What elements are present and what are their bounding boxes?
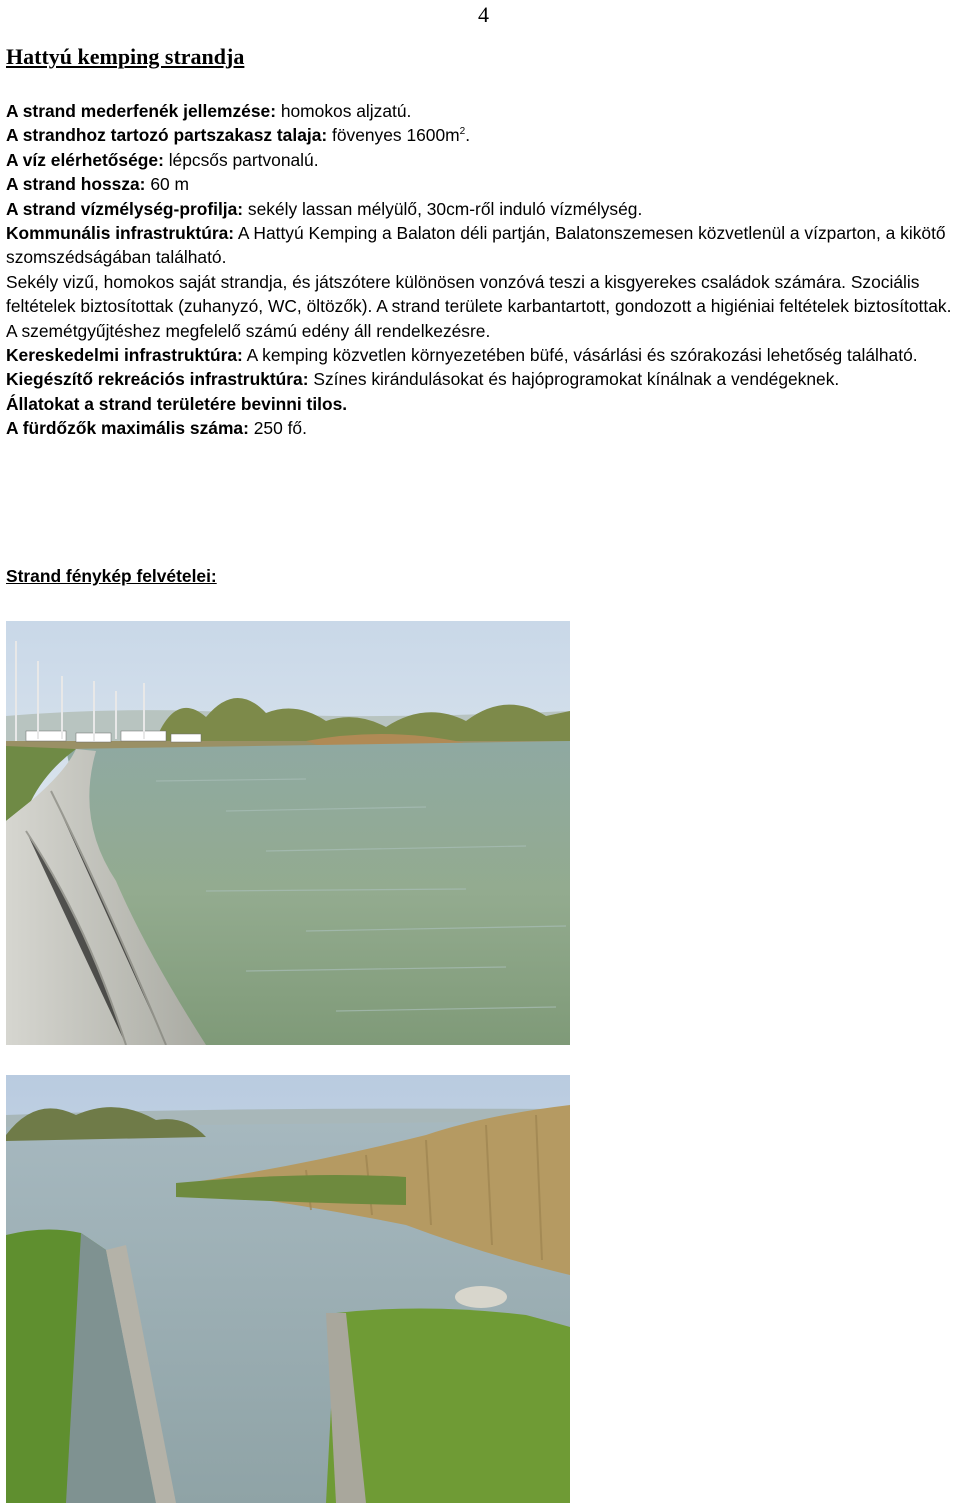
line-text: fövenyes 1600m bbox=[327, 125, 460, 146]
description-line bbox=[6, 416, 958, 440]
line-label: Kiegészítő rekreációs infrastruktúra: bbox=[6, 369, 309, 390]
description-line bbox=[6, 99, 958, 123]
description-line bbox=[6, 172, 958, 196]
line-text: 60 m bbox=[145, 174, 189, 195]
line-text: Sekély vizű, homokos saját strandja, és játszótere különösen vonzóvá teszi a kisgyerekes családok számára. Szociális feltételek biztosítottak (zuhanyzó, WC, öltözők). A strand területe karbantartott, gondozott a higiéniai feltételek biztosítottak. A szemétgyűjtéshez megfelelő számú edény áll rendelkezésre. bbox=[6, 271, 952, 341]
line-label: A strand hossza: bbox=[6, 174, 146, 195]
line-label: A fürdőzők maximális száma: bbox=[6, 418, 249, 439]
superscript: 2 bbox=[459, 126, 466, 138]
description-line bbox=[6, 197, 958, 221]
description-line bbox=[6, 367, 958, 391]
line-label: A strandhoz tartozó partszakasz talaja: bbox=[6, 125, 328, 146]
description-line bbox=[6, 123, 958, 147]
page-title: Hattyú kemping strandja bbox=[6, 44, 245, 69]
description-line bbox=[6, 221, 958, 270]
description-line bbox=[6, 148, 958, 172]
photos-heading: Strand fénykép felvételei: bbox=[6, 566, 217, 586]
line-text: sekély lassan mélyülő, 30cm-ről induló vízmélység. bbox=[243, 198, 643, 219]
line-text: A Hattyú Kemping a Balaton déli partján, Balatonszemesen közvetlenül a vízparton, a kikötő szomszédságában található. bbox=[6, 223, 946, 268]
description-line bbox=[6, 270, 958, 343]
line-text: homokos aljzatú. bbox=[276, 101, 412, 121]
beach-photo-harbor bbox=[6, 621, 570, 1045]
line-label: A strand mederfenék jellemzése: bbox=[6, 101, 276, 121]
line-label: Állatokat a strand területére bevinni tilos. bbox=[6, 393, 348, 414]
line-label: A víz elérhetősége: bbox=[6, 149, 164, 170]
description-line bbox=[6, 392, 958, 416]
page-number: 4 bbox=[478, 2, 489, 27]
line-label: Kommunális infrastruktúra: bbox=[6, 223, 235, 244]
description-line bbox=[6, 343, 958, 367]
line-text: A kemping közvetlen környezetében büfé, vásárlási és szórakozási lehetőség található. bbox=[242, 345, 918, 366]
line-label: A strand vízmélység-profilja: bbox=[6, 198, 244, 219]
line-text: Színes kirándulásokat és hajóprogramokat kínálnak a vendégeknek. bbox=[308, 369, 840, 390]
line-tail: . bbox=[465, 125, 471, 146]
line-text: 250 fő. bbox=[248, 418, 307, 439]
beach-photo-reeds bbox=[6, 1075, 570, 1503]
line-label: Kereskedelmi infrastruktúra: bbox=[6, 345, 243, 366]
beach-description bbox=[6, 99, 958, 441]
line-text: lépcsős partvonalú. bbox=[163, 149, 319, 170]
